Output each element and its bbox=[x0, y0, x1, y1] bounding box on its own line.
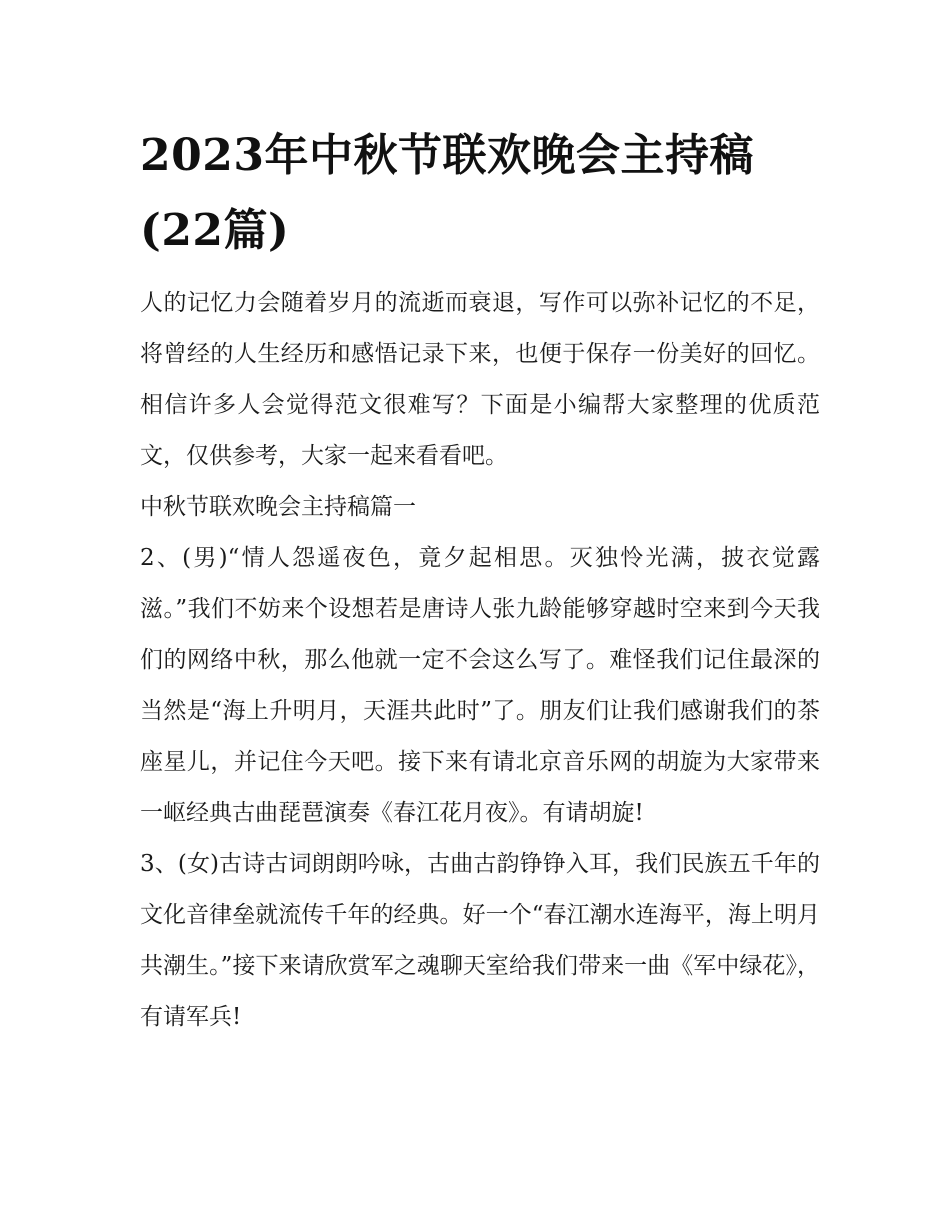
body-paragraph: 2、(男)“情人怨遥夜色，竟夕起相思。灭独怜光满，披衣觉露滋。”我们不妨来个设想若是唐诗人张九龄能够穿越时空来到今天我们的网络中秋，那么他就一定不会这么写了。难怪我们记住最深的当然是“海上升明月，天涯共此时”了。朋友们让我们感谢我们的茶座星儿，并记住今天吧。接下来有请北京音乐网的胡旋为大家带来一岖经典古曲琵琶演奏《春江花月夜》。有请胡旋! bbox=[140, 545, 820, 826]
document-title: 2023年中秋节联欢晚会主持稿(22篇) bbox=[140, 130, 754, 256]
document-body bbox=[140, 278, 820, 1043]
body-paragraph: 3、(女)古诗古词朗朗吟咏，古曲古韵铮铮入耳，我们民族五千年的文化音律垒就流传千年的经典。好一个“春江潮水连海平，海上明月共潮生。”接下来请欣赏军之魂聊天室给我们带来一曲《军中绿花》，有请军兵! bbox=[140, 851, 820, 1030]
section-heading: 中秋节联欢晚会主持稿篇一 bbox=[140, 494, 416, 520]
intro-paragraph: 人的记忆力会随着岁月的流逝而衰退，写作可以弥补记忆的不足，将曾经的人生经历和感悟记录下来，也便于保存一份美好的回忆。相信许多人会觉得范文很难写？下面是小编帮大家整理的优质范文，仅供参考，大家一起来看看吧。 bbox=[140, 290, 820, 469]
